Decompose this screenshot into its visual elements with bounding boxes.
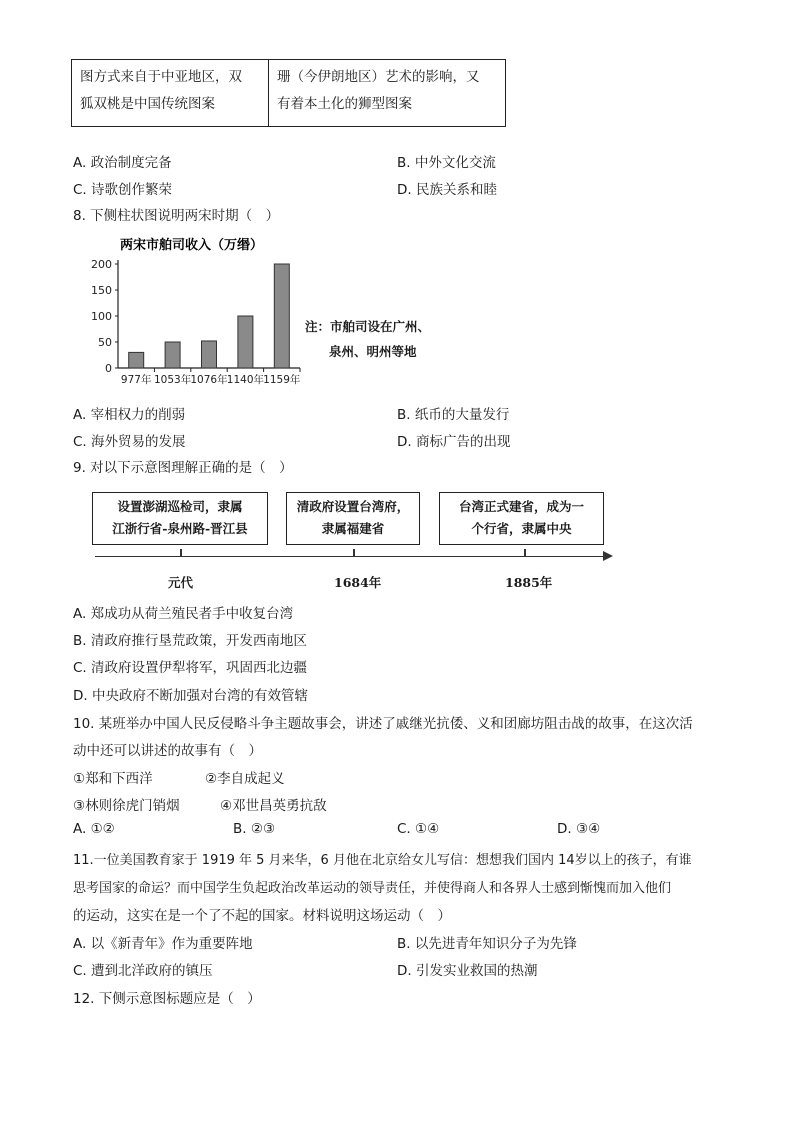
y-tick-label: 100 xyxy=(91,310,112,323)
q10-item-4: ④邓世昌英勇抗敌 xyxy=(220,798,327,814)
timeline-tick xyxy=(180,549,182,557)
q8-option-c[interactable]: C. 海外贸易的发展 xyxy=(73,434,186,450)
q8-option-a[interactable]: A. 宰相权力的削弱 xyxy=(73,407,186,423)
timeline-box-1885 xyxy=(439,492,604,545)
bar xyxy=(165,342,180,368)
timeline-box-1684 xyxy=(286,492,420,545)
table-cell-left xyxy=(72,60,269,126)
q7-option-b[interactable]: B. 中外文化交流 xyxy=(397,155,496,171)
q10-option-c[interactable]: C. ①④ xyxy=(397,821,440,837)
timeline-arrow-icon xyxy=(603,551,613,561)
table-cell-text: 狐双桃是中国传统图案 xyxy=(80,96,215,112)
q7-option-d[interactable]: D. 民族关系和睦 xyxy=(397,182,497,198)
table-cell-right xyxy=(269,60,505,126)
bar-chart xyxy=(91,232,315,392)
q12-stem: 12. 下侧示意图标题应是（ ） xyxy=(73,991,261,1007)
q11-stem: 的运动，这实在是一个了不起的国家。材料说明这场运动（ ） xyxy=(73,908,451,924)
timeline-axis xyxy=(95,556,605,557)
bar xyxy=(274,264,289,368)
timeline-box-text: 江浙行省-泉州路-晋江县 xyxy=(112,521,248,536)
q9-stem: 9. 对以下示意图理解正确的是（ ） xyxy=(73,460,293,476)
table-cell-text: 图方式来自于中亚地区，双 xyxy=(80,69,242,85)
chart-note-line: 泉州、明州等地 xyxy=(329,344,417,359)
q11-stem: 思考国家的命运？而中国学生负起政治改革运动的领导责任，并使得商人和各界人士感到惭愧而加入他们 xyxy=(73,881,672,896)
q11-option-c[interactable]: C. 遭到北洋政府的镇压 xyxy=(73,963,213,979)
y-tick-label: 0 xyxy=(105,362,112,375)
timeline-label-1684: 1684年 xyxy=(334,575,382,590)
top-table xyxy=(71,59,506,127)
bar xyxy=(129,352,144,368)
timeline-label-yuan: 元代 xyxy=(168,575,194,590)
x-tick-label: 1159年 xyxy=(263,374,301,386)
chart-note-line: 注：市舶司设在广州、 xyxy=(305,319,431,334)
q9-option-d[interactable]: D. 中央政府不断加强对台湾的有效管辖 xyxy=(73,688,308,704)
q10-item-2: ②李自成起义 xyxy=(205,771,285,787)
q10-option-d[interactable]: D. ③④ xyxy=(557,821,601,837)
table-cell-text: 珊（今伊朗地区）艺术的影响，又 xyxy=(277,69,480,85)
q10-option-a[interactable]: A. ①② xyxy=(73,821,115,837)
chart-title: 两宋市舶司收入（万缗） xyxy=(120,238,264,253)
timeline-label-1885: 1885年 xyxy=(505,575,553,590)
q11-option-b[interactable]: B. 以先进青年知识分子为先锋 xyxy=(397,936,577,952)
timeline-tick xyxy=(524,549,526,557)
q7-option-c[interactable]: C. 诗歌创作繁荣 xyxy=(73,182,173,198)
chart-plot-area xyxy=(91,258,301,386)
q9-option-a[interactable]: A. 郑成功从荷兰殖民者手中收复台湾 xyxy=(73,606,294,622)
q11-option-d[interactable]: D. 引发实业救国的热潮 xyxy=(397,963,538,979)
q8-stem: 8. 下侧柱状图说明两宋时期（ ） xyxy=(73,208,280,224)
q9-option-b[interactable]: B. 清政府推行垦荒政策，开发西南地区 xyxy=(73,633,307,649)
timeline-box-text: 台湾正式建省，成为一 xyxy=(458,499,584,514)
chart-note xyxy=(305,314,430,364)
table-cell-text: 有着本土化的狮型图案 xyxy=(277,96,412,112)
q11-option-a[interactable]: A. 以《新青年》作为重要阵地 xyxy=(73,936,253,952)
timeline-box-text: 个行省，隶属中央 xyxy=(471,521,572,536)
timeline-tick xyxy=(353,549,355,557)
q9-option-c[interactable]: C. 清政府设置伊犁将军，巩固西北边疆 xyxy=(73,660,308,676)
q7-option-a[interactable]: A. 政治制度完备 xyxy=(73,155,172,171)
timeline-box-text: 隶属福建省 xyxy=(321,521,385,536)
q10-item-1: ①郑和下西洋 xyxy=(73,771,153,787)
y-tick-label: 200 xyxy=(91,258,112,271)
bar xyxy=(202,341,217,368)
q10-option-b[interactable]: B. ②③ xyxy=(233,821,276,837)
timeline-box-text: 设置澎湖巡检司，隶属 xyxy=(117,499,243,514)
q11-stem: 11.一位美国教育家于 1919 年 5 月来华，6 月他在北京给女儿写信：想想我们国内 14岁以上的孩子，有谁 xyxy=(73,853,692,868)
bar xyxy=(238,316,253,368)
y-tick-label: 50 xyxy=(98,336,112,349)
q10-item-3: ③林则徐虎门销烟 xyxy=(73,798,180,814)
y-tick-label: 150 xyxy=(91,284,112,297)
q10-stem: 动中还可以讲述的故事有（ ） xyxy=(73,743,262,759)
q10-stem: 10. 某班举办中国人民反侵略斗争主题故事会，讲述了戚继光抗倭、义和团廊坊阻击战的故事，在这次活 xyxy=(73,716,693,732)
x-tick-label: 1076年 xyxy=(190,374,228,386)
q8-option-d[interactable]: D. 商标广告的出现 xyxy=(397,434,511,450)
x-tick-label: 977年 xyxy=(120,374,152,386)
q8-option-b[interactable]: B. 纸币的大量发行 xyxy=(397,407,510,423)
x-tick-label: 1053年 xyxy=(153,374,192,386)
timeline-box-yuan xyxy=(92,492,268,545)
timeline-box-text: 清政府设置台湾府， xyxy=(296,499,410,514)
x-tick-label: 1140年 xyxy=(226,374,265,386)
